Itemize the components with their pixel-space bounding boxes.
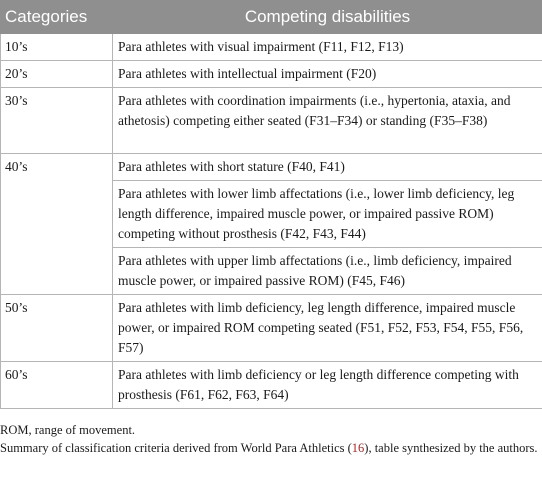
- header-categories: Categories: [1, 1, 113, 34]
- table-row: [1, 88, 542, 154]
- description-cell: Para athletes with coordination impairments (i.e., hypertonia, ataxia, and athetosis) competing either seated (F31–F34) or standing (F35–F38): [113, 88, 542, 154]
- category-cell: 40’s: [1, 154, 113, 295]
- abbreviation-note: ROM, range of movement.: [0, 423, 136, 437]
- category-cell: 20’s: [1, 61, 113, 88]
- description-cell: Para athletes with intellectual impairment (F20): [113, 61, 542, 88]
- description-cell: Para athletes with limb deficiency or leg length difference competing with prosthesis (F61, F62, F63, F64): [113, 362, 542, 409]
- summary-text: Summary of classification criteria derived from World Para Athletics (: [0, 441, 352, 455]
- table-row: [1, 295, 542, 362]
- reference-link[interactable]: 16: [351, 441, 365, 455]
- description-cell: Para athletes with lower limb affectations (i.e., lower limb deficiency, leg length difference, impaired muscle power, or impaired passive ROM) competing without prosthesis (F42, F43, F44): [113, 181, 542, 248]
- category-cell: 50’s: [1, 295, 113, 362]
- summary-text-end: ), table synthesized by the authors.: [364, 441, 538, 455]
- category-cell: 60’s: [1, 362, 113, 409]
- category-cell: 30’s: [1, 88, 113, 154]
- table-row: [1, 61, 542, 88]
- summary-note: [0, 439, 540, 457]
- table-header-row: [1, 1, 542, 34]
- description-cell: Para athletes with limb deficiency, leg length difference, impaired muscle power, or impaired ROM competing seated (F51, F52, F53, F54, F55, F56, F57): [113, 295, 542, 362]
- table-row: [1, 34, 542, 61]
- table-footnotes: [0, 421, 542, 457]
- description-cell: Para athletes with short stature (F40, F41): [113, 154, 542, 181]
- table-row: [1, 362, 542, 409]
- description-cell: Para athletes with visual impairment (F11, F12, F13): [113, 34, 542, 61]
- description-cell: Para athletes with upper limb affectations (i.e., limb deficiency, impaired muscle power, or impaired passive ROM) (F45, F46): [113, 248, 542, 295]
- table-row: [1, 154, 542, 181]
- header-competing-disabilities: Competing disabilities: [113, 1, 542, 34]
- category-cell: 10’s: [1, 34, 113, 61]
